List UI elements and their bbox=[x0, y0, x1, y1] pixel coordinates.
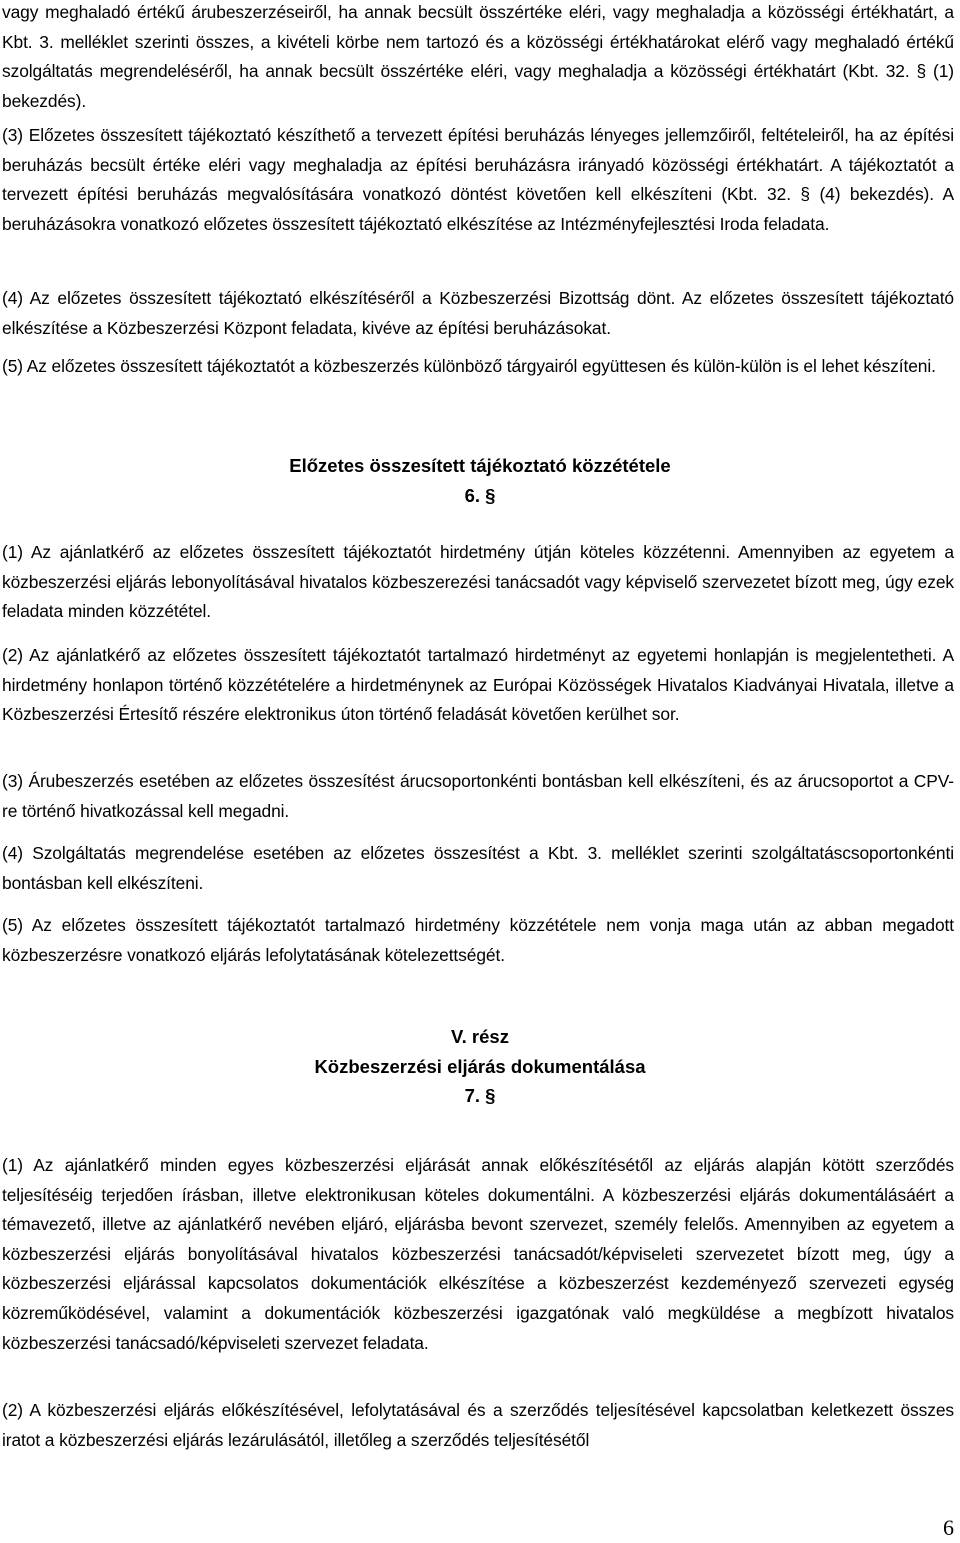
section-7-paragraph-1: (1) Az ajánlatkérő minden egyes közbeszerzési eljárását annak előkészítésétől az eljárás alapján kötött szerződés teljesítéséig terjedően írásban, illetve elektronikusan köteles dokumentálni. A közbeszerzési eljárás dokumentálásáért a témavezető, illetve az ajánlatkérő nevében eljáró, eljárásba bevont szervezet, személy felelős. Amennyiben az egyetem a közbeszerzési eljárás bonyolításával hivatalos közbeszerzési tanácsadót/képviseleti szervezetet bízott meg, úgy a közbeszerzési eljárással kapcsolatos dokumentációk elkészítése a közbeszerzést kezdeményező szervezeti egység közreműködésével, valamint a dokumentációk közbeszerzési igazgatónak való megküldése a megbízott hivatalos közbeszerzési tanácsadó/képviseleti szervezet feladata. bbox=[2, 1155, 954, 1353]
section-6-number: 6. § bbox=[464, 485, 496, 506]
section-6-paragraph-2: (2) Az ajánlatkérő az előzetes összesített tájékoztatót tartalmazó hirdetményt az egyetemi honlapján is megjelentetheti. A hirdetmény honlapon történő közzétételére a hirdetménynek az Európai Közösségek Hivatalos Kiadványai Hivatala, illetve a Közbeszerzési Értesítő részére elektronikus úton történő feladását követően kerülhet sor. bbox=[2, 645, 954, 725]
intro-paragraph: vagy meghaladó értékű árubeszerzéseiről, ha annak becsült összértéke eléri, vagy meghaladja a közösségi értékhatárt, a Kbt. 3. melléklet szerinti összes, a kivételi körbe nem tartozó és a közösségi értékhatárokat elérő vagy meghaladó értékű szolgáltatás megrendeléséről, ha annak becsült összértéke eléri, vagy meghaladja a közösségi értékhatárt (Kbt. 32. § (1) bekezdés). bbox=[2, 2, 954, 111]
section-6-paragraph-4: (4) Szolgáltatás megrendelése esetében az előzetes összesítést a Kbt. 3. melléklet szerinti szolgáltatáscsoportonkénti bontásban kell elkészíteni. bbox=[2, 843, 954, 893]
section-6-title: Előzetes összesített tájékoztató közzététele bbox=[289, 455, 671, 476]
part-subtitle: Közbeszerzési eljárás dokumentálása bbox=[314, 1056, 646, 1077]
section-5-paragraph-3: (3) Előzetes összesített tájékoztató készíthető a tervezett építési beruházás lényeges jellemzőiről, feltételeiről, ha az építési beruházás becsült értéke eléri vagy meghaladja az építési beruházásra irányadó közösségi értékhatárt. A tájékoztatót a tervezett építési beruházás megvalósítására vonatkozó döntést követően kell elkészíteni (Kbt. 32. § (4) bekezdés). A beruházásokra vonatkozó előzetes összesített tájékoztató elkészítése az Intézményfejlesztési Iroda feladata. bbox=[2, 125, 954, 234]
section-6-paragraph-1: (1) Az ajánlatkérő az előzetes összesített tájékoztatót hirdetmény útján köteles közzétenni. Amennyiben az egyetem a közbeszerzési eljárás lebonyolításával hivatalos közbeszerezési tanácsadót vagy képviselő szervezetet bízott meg, úgy ezek feladata minden közzététel. bbox=[2, 542, 954, 622]
part-title: V. rész bbox=[451, 1026, 509, 1047]
section-7-paragraph-2: (2) A közbeszerzési eljárás előkészítésével, lefolytatásával és a szerződés teljesítésével kapcsolatban keletkezett összes iratot a közbeszerzési eljárás lezárulásától, illetőleg a szerződés teljesítésétől bbox=[2, 1400, 954, 1450]
section-6-paragraph-3: (3) Árubeszerzés esetében az előzetes összesítést árucsoportonkénti bontásban kell elkészíteni, és az árucsoportot a CPV-re történő hivatkozással kell megadni. bbox=[2, 771, 954, 821]
section-5-paragraph-4: (4) Az előzetes összesített tájékoztató elkészítéséről a Közbeszerzési Bizottság dönt. Az előzetes összesített tájékoztató elkészítése a Közbeszerzési Központ feladata, kivéve az építési beruházásokat. bbox=[2, 288, 954, 338]
section-6-paragraph-5: (5) Az előzetes összesített tájékoztatót tartalmazó hirdetmény közzététele nem vonja maga után az abban megadott közbeszerzésre vonatkozó eljárás lefolytatásának kötelezettségét. bbox=[2, 915, 954, 965]
page-number: 6 bbox=[943, 1515, 954, 1540]
section-7-number: 7. § bbox=[464, 1085, 496, 1106]
section-5-paragraph-5: (5) Az előzetes összesített tájékoztatót a közbeszerzés különböző tárgyairól együttesen és külön-külön is el lehet készíteni. bbox=[2, 356, 936, 376]
